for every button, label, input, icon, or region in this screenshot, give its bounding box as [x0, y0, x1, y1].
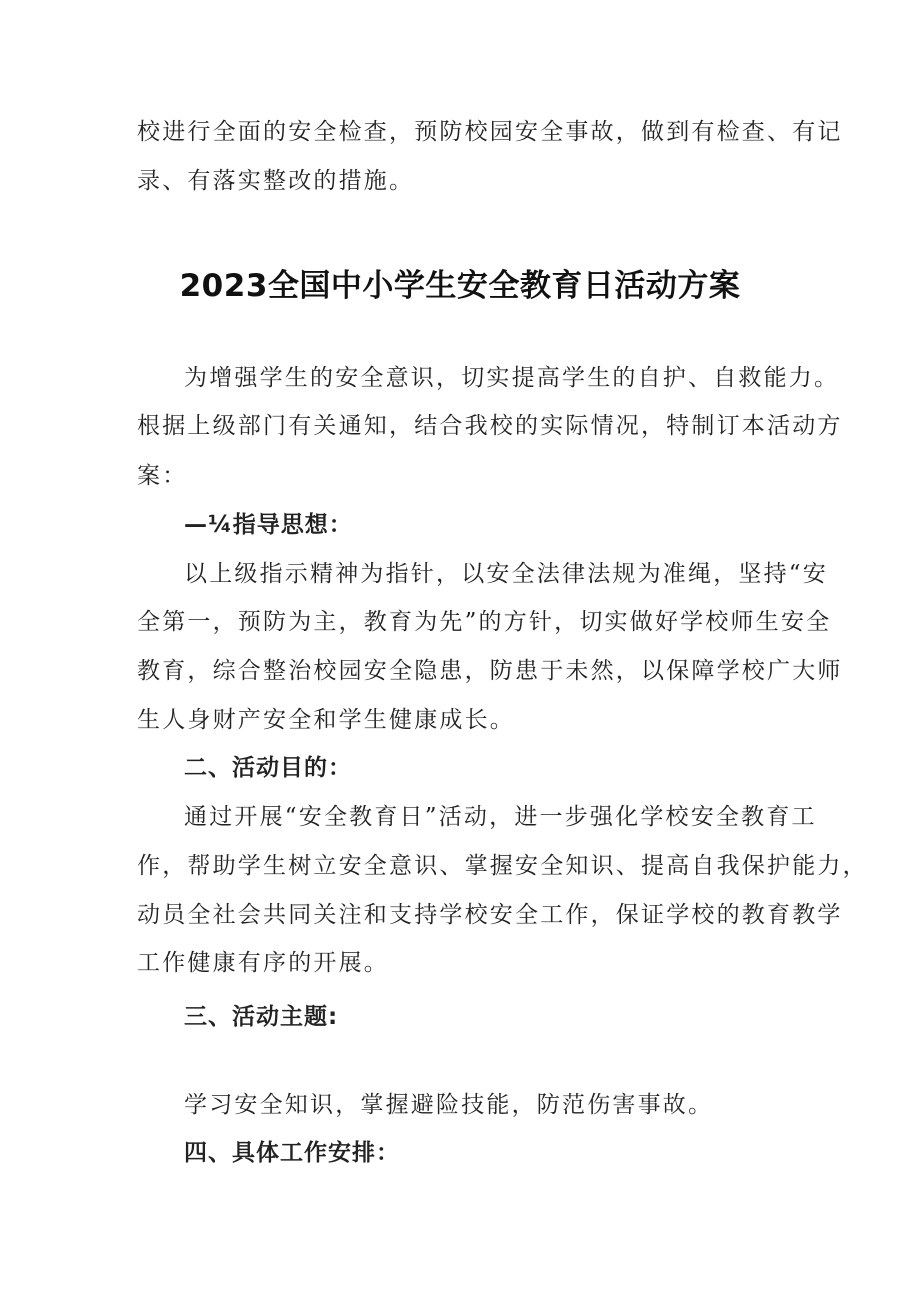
section2-line-1: 通过开展“安全教育日”活动，进一步强化学校安全教育工 — [184, 804, 817, 830]
section1-line-1: 以上级指示精神为指针，以安全法律法规为准绳，坚持“安 — [184, 561, 828, 587]
section2-line-3: 动员全社会共同关注和支持学校安全工作，保证学校的教育教学 — [137, 902, 843, 928]
section1-line-4: 生人身财产安全和学生健康成长。 — [137, 707, 515, 733]
section-heading-work-arrangement: 四、具体工作安排： — [184, 1140, 400, 1166]
intro-line-2: 录、有落实整改的措施。 — [137, 168, 415, 194]
section1-line-2: 全第一，预防为主，教育为先”的方针，切实做好学校师生安全 — [137, 609, 832, 635]
section2-line-4: 工作健康有序的开展。 — [137, 950, 389, 976]
section2-line-2: 作，帮助学生树立安全意识、掌握安全知识、提高自我保护能力， — [137, 853, 868, 879]
document-title: 2023全国中小学生安全教育日活动方案 — [179, 268, 741, 304]
intro-line-1: 校进行全面的安全检查，预防校园安全事故，做到有检查、有记 — [137, 119, 843, 145]
preface-line-1: 为增强学生的安全意识，切实提高学生的自护、自救能力。 — [184, 365, 840, 391]
section-heading-guiding-thought: —¼指导思想： — [184, 512, 353, 538]
section-heading-purpose: 二、活动目的： — [184, 755, 352, 781]
section3-line-1: 学习安全知识，掌握避险技能，防范伤害事故。 — [184, 1092, 714, 1118]
section-heading-theme: 三、活动主题: — [184, 1004, 339, 1030]
section1-line-3: 教育，综合整治校园安全隐患，防患于未然，以保障学校广大师 — [137, 658, 843, 684]
preface-line-3: 案： — [137, 463, 188, 489]
preface-line-2: 根据上级部门有关通知，结合我校的实际情况，特制订本活动方 — [137, 413, 843, 439]
